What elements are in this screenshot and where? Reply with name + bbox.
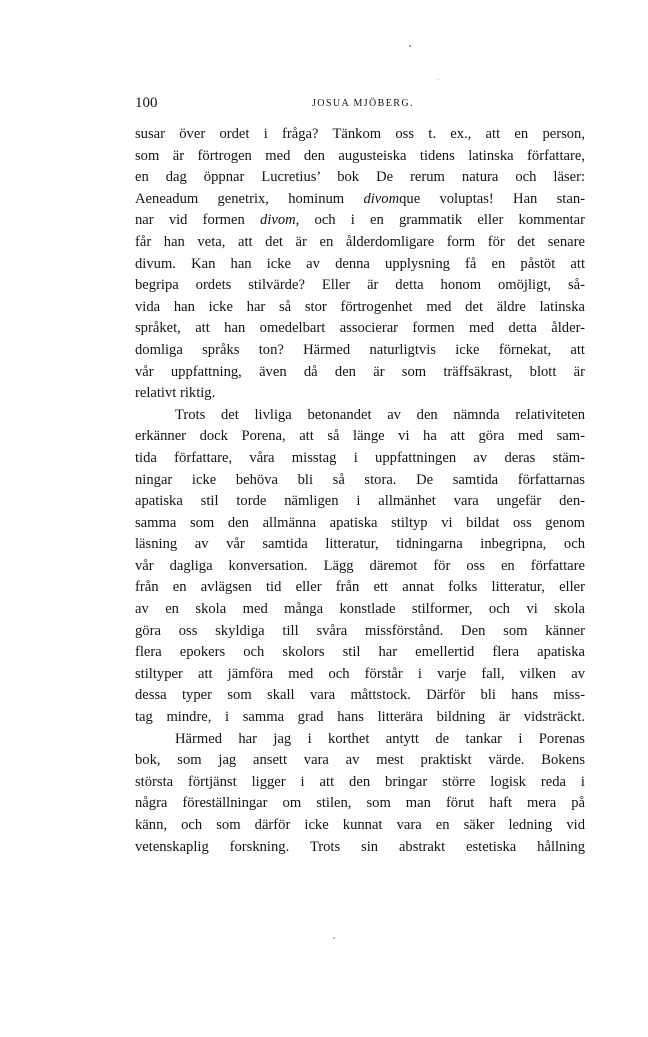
text-line: vår uppfattning, även då den är som träffsäkrast, blott är <box>135 363 585 380</box>
italic-word: divom, <box>260 212 300 229</box>
italic-word: divom <box>363 190 400 207</box>
text-line: relativt riktig. <box>135 385 216 402</box>
text-line: dessa typer som skall vara måttstock. Därför bli hans miss- <box>135 687 585 704</box>
text-line: Trots det livliga betonandet av den nämnda relativiteten <box>175 406 585 423</box>
print-speck <box>409 45 411 47</box>
text-segment: nar vid formen <box>135 212 261 229</box>
text-segment: och i en grammatik eller kommentar <box>299 212 586 229</box>
text-line: som är förtrogen med den augusteiska tidens latinska författare, <box>135 147 585 164</box>
page-number: 100 <box>135 95 158 111</box>
text-line: Härmed har jag i korthet antytt de tankar i Porenas <box>175 730 585 747</box>
text-line: största förtjänst ligger i att den bringar större logisk reda i <box>135 773 585 790</box>
running-title: JOSUA MJÖBERG. <box>312 98 414 109</box>
text-line: av en skola med många konstlade stilformer, och vi skola <box>135 601 585 618</box>
body-text <box>135 124 585 858</box>
text-line: divum. Kan han icke av denna upplysning få en påstöt att <box>135 255 585 272</box>
text-line: vida han icke har så stor förtrogenhet med det äldre latinska <box>135 298 585 315</box>
text-line: begripa ordets stilvärde? Eller är detta honom omöjligt, så- <box>135 277 585 294</box>
text-line: får han veta, att det är en ålderdomligare form för det senare <box>135 233 585 250</box>
text-line: vetenskaplig forskning. Trots sin abstrakt estetiska hållning <box>135 838 585 855</box>
text-line: samma som den allmänna apatiska stiltyp vi bildat oss genom <box>135 514 585 531</box>
text-line: göra oss skyldiga till svåra missförstånd. Den som känner <box>135 622 585 639</box>
text-line: några föreställningar om stilen, som man förut haft mera på <box>135 795 585 812</box>
text-line: från en avlägsen tid eller från ett annat folks litteratur, eller <box>135 579 585 596</box>
text-line: erkänner dock Porena, att så länge vi ha att göra med sam- <box>135 428 585 445</box>
print-speck <box>438 79 439 80</box>
text-line: känn, och som därför icke kunnat vara en säker ledning vid <box>135 817 585 833</box>
text-line: tag mindre, i samma grad hans litterära bildning är vidsträckt. <box>135 709 585 726</box>
text-line: flera epokers och skolors stil har emellertid flera apatiska <box>135 644 585 661</box>
text-segment: que voluptas! Han stan- <box>399 190 585 207</box>
text-segment: Aeneadum genetrix, hominum <box>135 190 364 207</box>
text-line: domliga språks ton? Härmed naturligtvis icke förnekat, att <box>135 341 585 358</box>
text-line: bok, som jag ansett vara av mest praktiskt värde. Bokens <box>135 752 585 769</box>
text-line: apatiska stil torde nämligen i allmänhet vara ungefär den- <box>135 493 585 510</box>
text-line: vår dagliga konversation. Lägg däremot för oss en författare <box>135 557 585 574</box>
text-line: stiltyper att jämföra med och förstår i varje fall, vilken av <box>135 665 585 682</box>
text-line <box>135 189 585 211</box>
text-line: tida författare, våra misstag i uppfattningen av deras stäm- <box>135 449 585 466</box>
text-line: susar över ordet i fråga? Tänkom oss t. ex., att en person, <box>135 126 585 142</box>
text-line <box>135 210 585 232</box>
running-head <box>135 94 587 114</box>
print-speck <box>333 937 335 939</box>
text-line: en dag öppnar Lucretius’ bok De rerum natura och läser: <box>135 169 585 186</box>
text-line: språket, att han omedelbart associerar formen med detta ålder- <box>135 320 585 337</box>
text-line: ningar icke behöva bli så stora. De samtida författarnas <box>135 471 585 488</box>
text-line: läsning av vår samtida litteratur, tidningarna inbegripna, och <box>135 536 585 553</box>
